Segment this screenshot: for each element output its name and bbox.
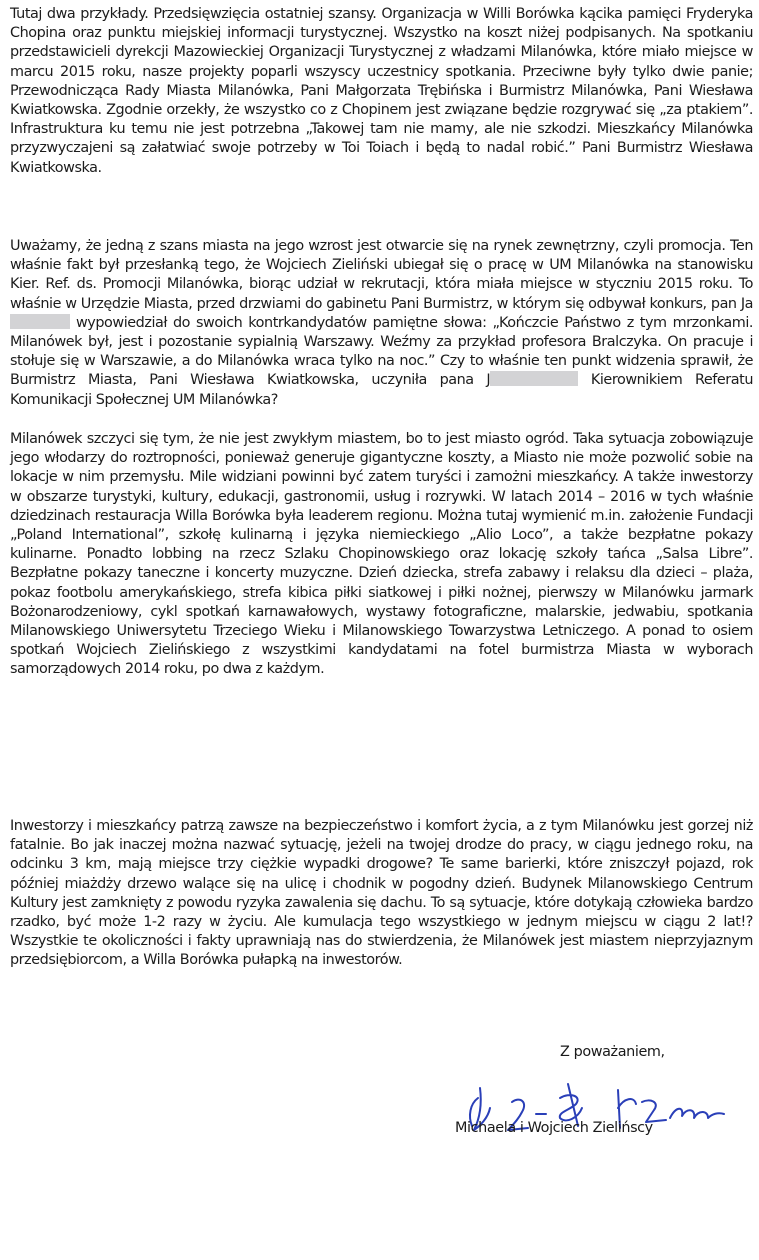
- paragraph-2-part-2: wypowiedział do swoich kontrkandydatów pamiętne słowa: „Kończcie Państwo z tym mrzonkami. Milanówek był, jest i pozostanie sypialnią Warszawy. Weźmy za przykład profesora Bralczyka. On pracuje i stołuje się w Warszawie, a do Milanówka wraca tylko na noc.” Czy to właśnie ten punkt widzenia sprawił, że Burmistrz Miasta, Pani Wiesława Kwiatkowska, uczyniła pana J: [10, 314, 753, 389]
- paragraph-2-part-1: Uważamy, że jedną z szans miasta na jego wzrost jest otwarcie się na rynek zewnętrzny, czyli promocja. Ten właśnie fakt był przesłanką tego, że Wojciech Zieliński ubiegał się o pracę w UM Milanówka na stanowisku Kier. Ref. ds. Promocji Milanówka, biorąc udział w rekrutacji, która miała miejsce w styczniu 2015 roku. To właśnie w Urzędzie Miasta, przed drzwiami do gabinetu Pani Burmistrz, w którym się odbywał konkurs, pan Ja: [10, 238, 753, 312]
- paragraph-4: Inwestorzy i mieszkańcy patrzą zawsze na bezpieczeństwo i komfort życia, a z tym Milanówku jest gorzej niż fatalnie. Bo jak inaczej można nazwać sytuację, jeżeli na twojej drodze do pracy, w ciągu jednego roku, na odcinku 3 km, mają miejsce trzy ciężkie wypadki drogowe? Te same barierki, które zniszczył pojazd, rok później miażdży drzewo walące się na ulicę i chodnik w pogodny dzień. Budynek Milanowskiego Centrum Kultury jest zamknięty z powodu ryzyka zawalenia się dachu. To są sytuacje, które dotykają człowieka bardzo rzadko, być może 1-2 razy w życiu. Ale kumulacja tego wszystkiego w jednym miejscu w ciągu 2 lat!? Wszystkie te okoliczności i fakty uprawniają nas do stwierdzenia, że Milanówek jest miastem nieprzyjaznym przedsiębiorcom, a Willa Borówka pułapką na inwestorów.: [10, 818, 753, 969]
- redacted-name-1: [10, 314, 70, 329]
- redacted-name-2: [490, 371, 578, 386]
- paragraph-2: [10, 237, 753, 410]
- paragraph-2-part-3: Kierownikiem Referatu Komunikacji Społecznej UM Milanówka?: [10, 372, 753, 408]
- closing-salutation: Z poważaniem,: [560, 1044, 665, 1060]
- paragraph-3: Milanówek szczyci się tym, że nie jest zwykłym miastem, bo to jest miasto ogród. Taka sytuacja zobowiązuje jego włodarzy do roztropności, ponieważ generuje gigantyczne koszty, a Miasto nie może pozwolić sobie na lokacje w nim przemysłu. Mile widziani powinni być zatem turyści i zamożni mieszkańcy. A także inwestorzy w obszarze turystyki, kultury, edukacji, gastronomii, usług i rozrywki. W latach 2014 – 2016 w tych właśnie dziedzinach restauracja Willa Borówka była leaderem regionu. Można tutaj wymienić m.in. założenie Fundacji „Poland International”, szkołę kulinarną i języka niemieckiego „Alio Loco”, a także bezpłatne pokazy kulinarne. Ponadto lobbing na rzecz Szlaku Chopinowskiego oraz lokację szkoły tańca „Salsa Libre”. Bezpłatne pokazy taneczne i koncerty muzyczne. Dzień dziecka, strefa zabawy i relaksu dla dzieci – plaża, pokaz footbolu amerykańskiego, strefa kibica piłki siatkowej i piłki nożnej, pierwszy w Milanówku jarmark Bożonarodzeniowy, cykl spotkań karnawałowych, wystawy fotograficzne, malarskie, jedwabiu, spotkania Milanowskiego Uniwersytetu Trzeciego Wieku i Milanowskiego Towarzystwa Letniczego. A ponad to osiem spotkań Wojciech Zielińskiego z wszystkimi kandydatami na fotel burmistrza Miasta w wyborach samorządowych 2014 roku, po dwa z każdym.: [10, 431, 753, 678]
- signer-names: Michaela i Wojciech Zielińscy: [455, 1120, 653, 1136]
- paragraph-1: Tutaj dwa przykłady. Przedsięwzięcia ostatniej szansy. Organizacja w Willi Borówka kącika pamięci Fryderyka Chopina oraz punktu miejskiej informacji turystycznej. Wszystko na koszt niżej podpisanych. Na spotkaniu przedstawicieli dyrekcji Mazowieckiej Organizacji Turystycznej z władzami Milanówka, które miało miejsce w marcu 2015 roku, nasze projekty poparli wszyscy uczestnicy spotkania. Przeciwne były tylko dwie panie; Przewodnicząca Rady Miasta Milanówka, Pani Małgorzata Trębińska i Burmistrz Milanówka, Pani Wiesława Kwiatkowska. Zgodnie orzekły, że wszystko co z Chopinem jest związane będzie rozgrywać się „za ptakiem”. Infrastruktura ku temu nie jest potrzebna „Takowej tam nie mamy, ale nie szkodzi. Mieszkańcy Milanówka przyzwyczajeni są załatwiać swoje potrzeby w Toi Toiach i będą to nadal robić.” Pani Burmistrz Wiesława Kwiatkowska.: [10, 6, 753, 176]
